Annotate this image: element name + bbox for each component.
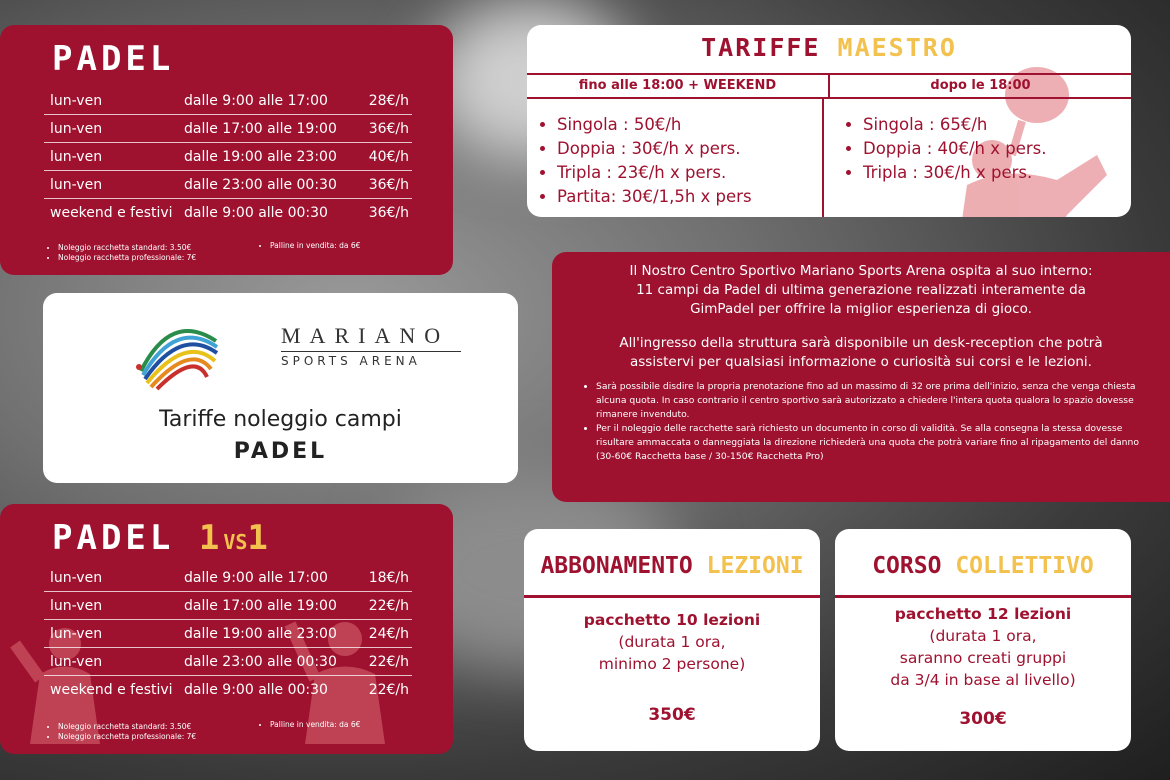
padel-1v1-title: PADEL 1VS1 bbox=[52, 518, 272, 558]
divider bbox=[835, 595, 1131, 598]
list-item: • Doppia : 40€/h x pers. bbox=[863, 137, 1047, 161]
table-row: lun-ven dalle 19:00 alle 23:00 24€/h bbox=[44, 620, 412, 648]
list-item: • Per il noleggio delle racchette sarà richiesto un documento in corso di validità. Se alla consegna la stessa dovesse risultare ammaccata o danneggiata la direzione richiederà una quota che potrà variare fino al ripagamento del danno (30-60€ Racchetta base / 30-150€ Racchetta Pro) bbox=[596, 422, 1162, 464]
brand-subtitle: SPORTS ARENA bbox=[281, 354, 421, 368]
group-course-panel bbox=[835, 529, 1131, 751]
table-row: weekend e festivi dalle 9:00 alle 00:30 22€/h bbox=[50, 682, 409, 698]
info-paragraph: Il Nostro Centro Sportivo Mariano Sports Arena ospita al suo interno: 11 campi da Padel di ultima generazione realizzati interamente da GimPadel per offrire la miglior esperienza di gioco. bbox=[629, 263, 1093, 317]
padel-1v1-notes: • Noleggio racchetta standard: 3.50€ • Noleggio racchetta professionale: 7€ bbox=[48, 722, 196, 742]
course-price: 300€ bbox=[959, 709, 1007, 729]
padel-1v1-price-table bbox=[44, 564, 412, 704]
subscription-title: ABBONAMENTO LEZIONI bbox=[540, 553, 804, 579]
table-row: lun-ven dalle 19:00 alle 23:00 40€/h bbox=[44, 143, 412, 171]
logo-swirl-icon bbox=[131, 311, 221, 391]
brand-name: MARIANO bbox=[281, 323, 450, 348]
tagline: Tariffe noleggio campi bbox=[159, 407, 402, 432]
maestro-title: TARIFFE MAESTRO bbox=[701, 33, 957, 62]
logo-panel bbox=[43, 293, 518, 483]
course-title: CORSO COLLETTIVO bbox=[872, 553, 1094, 579]
list-item: • Sarà possibile disdire la propria prenotazione fino ad un massimo di 32 ore prima dell'inizio, senza che venga chiesta alcuna quota. In caso contrario il centro sportivo sarà autorizzato a chiedere l'intera quota qualora lo spazio dovesse rimanere invenduto. bbox=[596, 380, 1162, 422]
info-panel bbox=[552, 252, 1170, 502]
table-row: lun-ven dalle 23:00 alle 00:30 36€/h bbox=[44, 171, 412, 199]
list-item: • Singola : 65€/h bbox=[863, 113, 1047, 137]
padel-price-card bbox=[0, 25, 453, 275]
info-notes bbox=[582, 380, 1162, 464]
info-paragraph: All'ingresso della struttura sarà disponibile un desk-reception che potrà assistervi per qualsiasi informazione o curiosità sui corsi e le lezioni. bbox=[619, 335, 1103, 370]
table-row: lun-ven dalle 9:00 alle 17:00 28€/h bbox=[44, 87, 412, 115]
padel-balls-note: • Palline in vendita: da 6€ bbox=[260, 241, 360, 250]
column-header: dopo le 18:00 bbox=[930, 78, 1031, 93]
tagline-sport: PADEL bbox=[233, 439, 328, 464]
maestro-tariffs-panel bbox=[527, 25, 1131, 217]
divider bbox=[822, 99, 824, 217]
padel-1v1-price-card bbox=[0, 504, 453, 754]
padel-price-table bbox=[44, 87, 412, 227]
padel-title: PADEL bbox=[52, 39, 175, 79]
lesson-subscription-panel bbox=[524, 529, 820, 751]
maestro-list-after-18 bbox=[841, 113, 1047, 185]
list-item: • Tripla : 30€/h x pers. bbox=[863, 161, 1047, 185]
table-row: weekend e festivi dalle 9:00 alle 00:30 36€/h bbox=[50, 205, 409, 221]
maestro-column-headers bbox=[527, 73, 1131, 99]
maestro-list-before-18 bbox=[535, 113, 752, 209]
table-row: lun-ven dalle 17:00 alle 19:00 22€/h bbox=[44, 592, 412, 620]
padel-1v1-balls-note: • Palline in vendita: da 6€ bbox=[260, 720, 360, 729]
column-header: fino alle 18:00 + WEEKEND bbox=[527, 75, 830, 97]
table-row: lun-ven dalle 23:00 alle 00:30 22€/h bbox=[44, 648, 412, 676]
list-item: • Partita: 30€/1,5h x pers bbox=[557, 185, 752, 209]
subscription-description: pacchetto 10 lezioni (durata 1 ora, minimo 2 persone) bbox=[583, 611, 761, 673]
divider bbox=[524, 595, 820, 598]
table-row: lun-ven dalle 9:00 alle 17:00 18€/h bbox=[44, 564, 412, 592]
list-item: • Singola : 50€/h bbox=[557, 113, 752, 137]
course-description: pacchetto 12 lezioni (durata 1 ora, saranno creati gruppi da 3/4 in base al livello) bbox=[890, 605, 1076, 689]
padel-notes: • Noleggio racchetta standard: 3.50€ • Noleggio racchetta professionale: 7€ bbox=[48, 243, 196, 263]
list-item: • Tripla : 23€/h x pers. bbox=[557, 161, 752, 185]
table-row: lun-ven dalle 17:00 alle 19:00 36€/h bbox=[44, 115, 412, 143]
subscription-price: 350€ bbox=[648, 705, 696, 725]
list-item: • Doppia : 30€/h x pers. bbox=[557, 137, 752, 161]
divider bbox=[281, 351, 461, 352]
